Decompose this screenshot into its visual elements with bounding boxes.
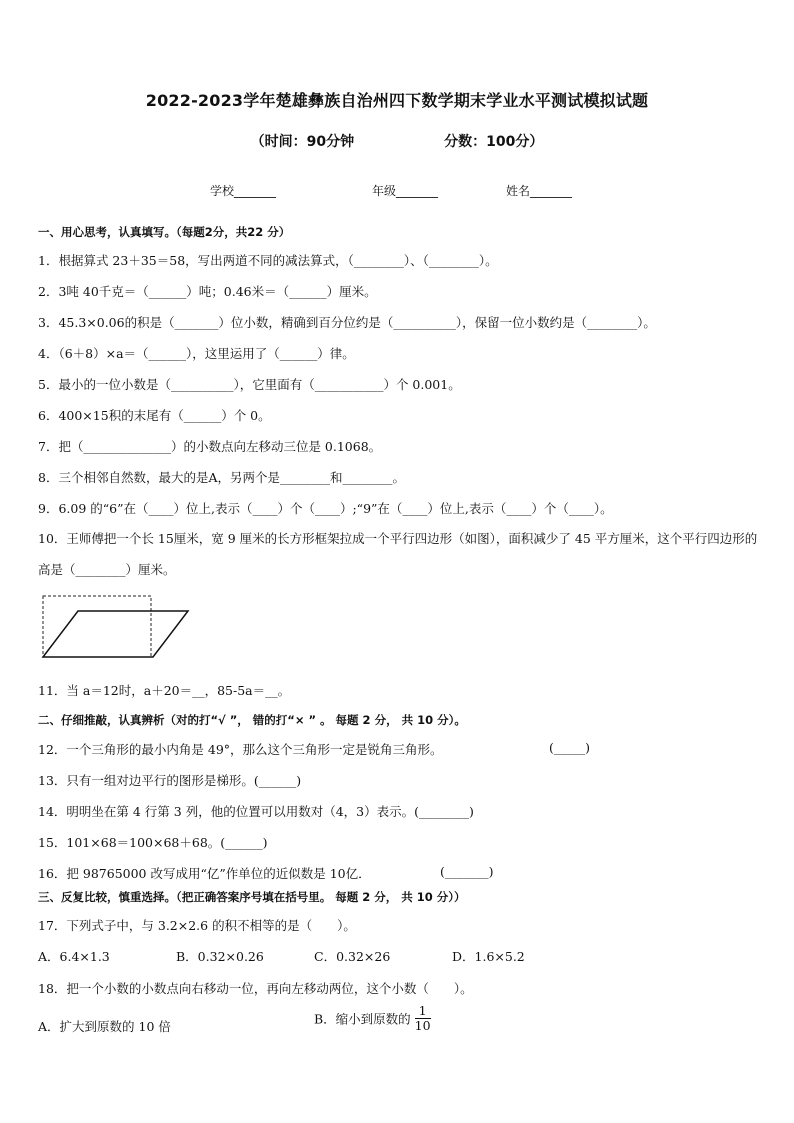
question-2: 2．3吨 40千克＝（______）吨；0.46米＝（______）厘米。 (38, 284, 377, 299)
section2-heading: 二、仔细推敲，认真辨析（对的打“√ ”， 错的打“× ” 。 每题 2 分， 共 10 分）。 (38, 713, 466, 727)
question-10: 10．王师傅把一个长 15厘米，宽 9 厘米的长方形框架拉成一个平行四边形（如图），面积减少了 45 平方厘米，这个平行四边形的高是（________）厘米。 (38, 531, 758, 577)
q17-option-c: C．0.32×26 (314, 949, 391, 964)
grade-field: 年级_______ (372, 184, 439, 198)
question-13: 13．只有一组对边平行的图形是梯形。(______) (38, 773, 302, 788)
rectangle-outline (43, 596, 151, 657)
school-field: 学校_______ (210, 184, 277, 198)
question-16: 16．把 98765000 改写成用“亿”作单位的近似数是 10亿． (38, 866, 371, 881)
exam-time: （时间：90分钟 (250, 134, 355, 150)
question-7: 7．把（______________）的小数点向左移动三位是 0.1068。 (38, 439, 382, 454)
fraction (415, 1004, 431, 1033)
exam-score: 分数：100分） (444, 134, 544, 150)
question-5: 5．最小的一位小数是（__________），它里面有（___________）个 0.001。 (38, 377, 461, 392)
section1-heading: 一、用心思考，认真填写。（每题2分，共22 分） (38, 225, 291, 239)
question-9: 9．6.09 的“6”在（____）位上,表示（____）个（____）;“9”在（____）位上,表示（____）个（____）。 (38, 501, 613, 516)
q17-option-a: A．6.4×1.3 (38, 949, 110, 964)
fraction-denominator: 10 (414, 1018, 431, 1033)
question-18: 18．把一个小数的小数点向右移动一位，再向左移动两位，这个小数（ ）。 (38, 981, 473, 996)
name-field: 姓名_______ (506, 184, 573, 198)
q18-option-b-text: B．缩小到原数的 (314, 1011, 411, 1027)
parallelogram-figure (38, 592, 198, 662)
question-15: 15．101×68＝100×68＋68。(______) (38, 835, 268, 850)
fraction-numerator: 1 (415, 1004, 431, 1019)
question-3: 3．45.3×0.06的积是（_______）位小数，精确到百分位约是（__________），保留一位小数约是（________）。 (38, 315, 656, 330)
question-12-blank: (_____) (549, 740, 591, 755)
q17-option-b: B．0.32×0.26 (176, 949, 264, 964)
exam-title: 2022-2023学年楚雄彝族自治州四下数学期末学业水平测试模拟试题 (145, 91, 649, 110)
question-14: 14．明明坐在第 4 行第 3 列，他的位置可以用数对（4，3）表示。(________) (38, 804, 474, 819)
question-8: 8．三个相邻自然数，最大的是A，另两个是________和________。 (38, 470, 405, 485)
question-17: 17．下列式子中，与 3.2×2.6 的积不相等的是（ ）。 (38, 918, 356, 933)
q17-option-d: D．1.6×5.2 (452, 949, 525, 964)
question-4: 4．（6＋8）×a＝（______），这里运用了（______）律。 (38, 346, 355, 361)
q18-option-b (314, 1004, 431, 1033)
question-6: 6．400×15积的末尾有（______）个 0。 (38, 408, 271, 423)
q18-option-a: A．扩大到原数的 10 倍 (38, 1019, 171, 1034)
question-1: 1．根据算式 23＋35＝58，写出两道不同的减法算式，（________）、（________）。 (38, 253, 498, 268)
section3-heading: 三、反复比较，慎重选择。（把正确答案序号填在括号里。 每题 2 分， 共 10 分）） (38, 890, 466, 904)
exam-subtitle (0, 131, 794, 151)
parallelogram-shape (43, 611, 188, 657)
question-12: 12．一个三角形的最小内角是 49°，那么这个三角形一定是锐角三角形。 (38, 742, 443, 757)
question-16-blank: (_______) (440, 864, 494, 879)
question-11: 11．当 a＝12时，a＋20＝__，85-5a＝__。 (38, 683, 291, 698)
